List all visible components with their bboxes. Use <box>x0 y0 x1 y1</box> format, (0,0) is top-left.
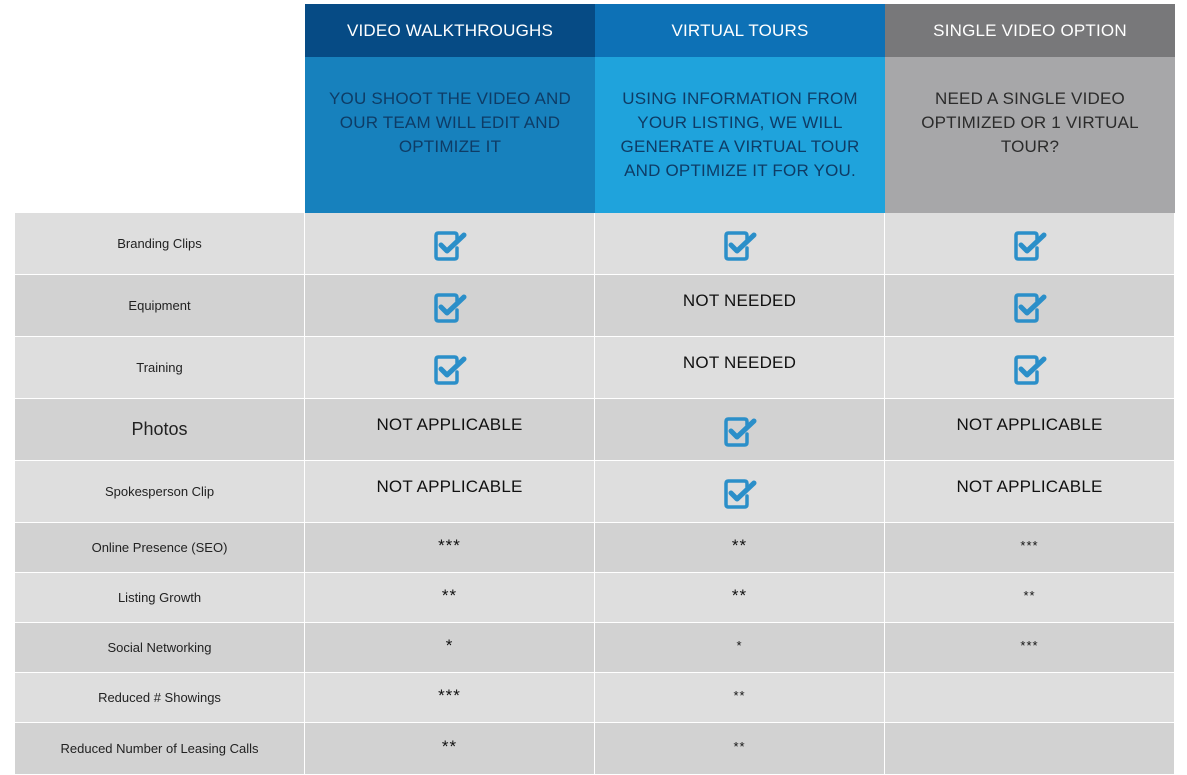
rating-stars: *** <box>1020 538 1039 553</box>
row-label: Spokesperson Clip <box>15 461 305 523</box>
cell-value: NOT APPLICABLE <box>376 414 523 434</box>
column-header: VIRTUAL TOURS <box>595 4 885 57</box>
table-cell <box>595 723 885 775</box>
table-cell <box>885 573 1175 623</box>
column-description: NEED A SINGLE VIDEO OPTIMIZED OR 1 VIRTUAL TOUR? <box>885 57 1175 213</box>
rating-stars: ** <box>731 585 748 605</box>
rating-stars: ** <box>731 535 748 555</box>
table-cell <box>595 523 885 573</box>
cell-value: NOT APPLICABLE <box>956 414 1103 434</box>
rating-stars: ** <box>733 739 746 754</box>
table-cell <box>885 623 1175 673</box>
row-label: Photos <box>15 399 305 461</box>
row-label: Listing Growth <box>15 573 305 623</box>
row-label: Equipment <box>15 275 305 337</box>
cell-value: NOT APPLICABLE <box>956 476 1103 496</box>
table-cell <box>595 573 885 623</box>
table-cell <box>595 337 885 399</box>
checkbox-checked-icon <box>433 292 467 324</box>
column-description: USING INFORMATION FROM YOUR LISTING, WE WILL GENERATE A VIRTUAL TOUR AND OPTIMIZE IT FOR YOU. <box>595 57 885 213</box>
column-header: VIDEO WALKTHROUGHS <box>305 4 595 57</box>
checkbox-checked-icon <box>723 416 757 448</box>
rating-stars: *** <box>438 535 461 555</box>
table-cell <box>595 213 885 275</box>
cell-value: NOT NEEDED <box>682 290 797 310</box>
rating-stars: *** <box>438 685 461 705</box>
table-cell <box>305 673 595 723</box>
row-label: Reduced Number of Leasing Calls <box>15 723 305 775</box>
table-cell <box>305 461 595 523</box>
table-cell <box>305 399 595 461</box>
column-description: YOU SHOOT THE VIDEO AND OUR TEAM WILL EDIT AND OPTIMIZE IT <box>305 57 595 213</box>
checkbox-checked-icon <box>723 230 757 262</box>
rating-stars: ** <box>441 585 458 605</box>
table-cell <box>305 337 595 399</box>
checkbox-checked-icon <box>1013 292 1047 324</box>
checkbox-checked-icon <box>723 478 757 510</box>
table-cell <box>885 275 1175 337</box>
table-cell <box>595 275 885 337</box>
cell-value: NOT NEEDED <box>682 352 797 372</box>
rating-stars: ** <box>1023 588 1036 603</box>
cell-value: NOT APPLICABLE <box>376 476 523 496</box>
rating-stars: ** <box>733 688 746 703</box>
table-cell <box>595 623 885 673</box>
table-cell <box>885 723 1175 775</box>
table-cell <box>885 523 1175 573</box>
row-label: Online Presence (SEO) <box>15 523 305 573</box>
table-cell <box>305 623 595 673</box>
table-cell <box>595 673 885 723</box>
checkbox-checked-icon <box>1013 230 1047 262</box>
row-label: Social Networking <box>15 623 305 673</box>
table-cell <box>305 275 595 337</box>
table-cell <box>305 573 595 623</box>
checkbox-checked-icon <box>433 354 467 386</box>
table-cell <box>305 723 595 775</box>
table-cell <box>305 213 595 275</box>
table-cell <box>885 337 1175 399</box>
row-label: Training <box>15 337 305 399</box>
table-cell <box>885 673 1175 723</box>
checkbox-checked-icon <box>433 230 467 262</box>
table-cell <box>885 213 1175 275</box>
rating-stars: *** <box>1020 638 1039 653</box>
rating-stars: * <box>736 638 743 653</box>
rating-stars: ** <box>441 736 458 756</box>
table-cell <box>305 523 595 573</box>
table-cell <box>885 461 1175 523</box>
table-cell <box>595 399 885 461</box>
checkbox-checked-icon <box>1013 354 1047 386</box>
row-label: Reduced # Showings <box>15 673 305 723</box>
rating-stars: * <box>445 635 454 655</box>
row-label: Branding Clips <box>15 213 305 275</box>
table-cell <box>885 399 1175 461</box>
table-cell <box>595 461 885 523</box>
column-header: SINGLE VIDEO OPTION <box>885 4 1175 57</box>
